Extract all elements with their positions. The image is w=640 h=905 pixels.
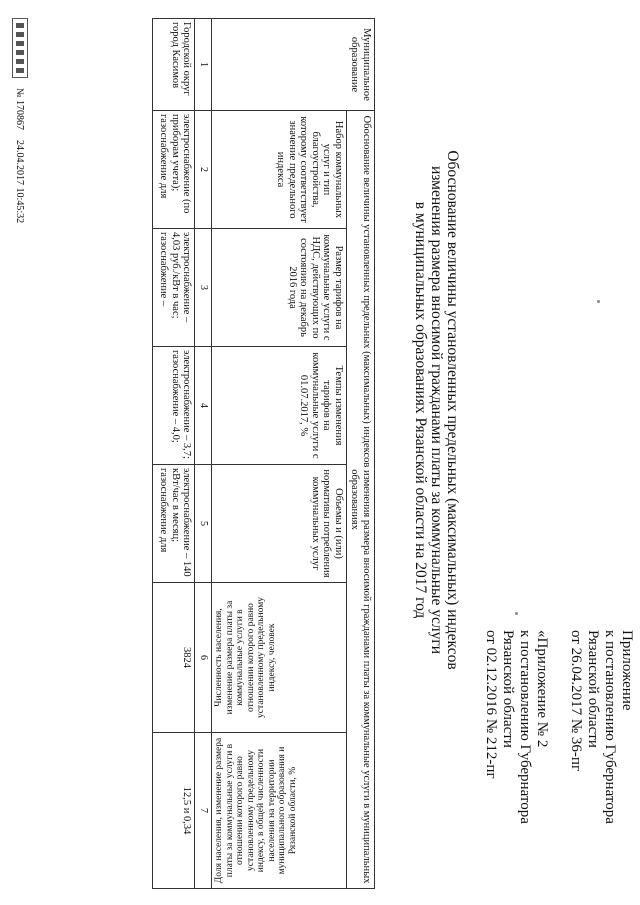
column-number: 5	[195, 465, 212, 583]
municipality-cell: Городской округ город Касимов	[153, 19, 195, 111]
column-number: 2	[195, 111, 212, 229]
services-cell: электроснабжение (по приборам учета); газоснабжение для	[153, 111, 195, 229]
table-header-row	[347, 19, 375, 889]
appendix-line: Приложение	[619, 630, 635, 711]
doc-number: № 170867	[14, 88, 26, 131]
barcode-stamp-icon	[12, 18, 28, 78]
column-number: 7	[195, 733, 212, 889]
title-line: Обоснование величины установленных предельных (максимальных) индексов	[444, 150, 461, 670]
justification-table	[153, 18, 376, 889]
column-number: 1	[195, 19, 212, 111]
tariffs-header: Размер тарифов на коммунальные услуги с НДС, действующих по состоянию на декабрь 2016 года	[212, 229, 347, 347]
table-subheader-row	[212, 19, 347, 889]
title-line: в муниципальных образованиях Рязанской области на 2017 год	[412, 201, 429, 619]
table-row	[153, 19, 195, 889]
doc-timestamp: 24.04.2017 10:45:32	[14, 140, 26, 224]
scan-speck	[597, 300, 600, 303]
rates-header: Темпы изменения тарифов на коммунальные услуги с 01.07.2017, %	[212, 347, 347, 465]
volumes-cell: электроснабжение – 140 кВт/час в месяц; газоснабжение для	[153, 465, 195, 583]
appendix-line: к постановлению Губернатора	[517, 630, 533, 824]
rates-cell: электроснабжение – 3,7; газоснабжение – 4,0;	[153, 347, 195, 465]
tariffs-cell: электроснабжение – 4,03 руб./кВт в час; газоснабжение –	[153, 229, 195, 347]
title-line: изменения размера вносимой гражданами платы за коммунальные услуги	[428, 165, 445, 654]
appendix-line: от 02.12.2016 № 212-пг	[483, 630, 499, 779]
appendix-line: «Приложение № 2	[534, 630, 550, 748]
appendix-line: к постановлению Губернатора	[602, 630, 618, 824]
appendix-line: Рязанской области	[585, 630, 601, 748]
column-number-row	[195, 19, 212, 889]
municipality-header: Муниципальное образование	[212, 19, 375, 111]
document-title	[412, 150, 460, 670]
appendix-line: Рязанской области	[500, 630, 516, 748]
volumes-header: Объемы и (или) нормативы потребления коммунальных услуг	[212, 465, 347, 583]
scan-speck	[515, 612, 518, 615]
column-number: 6	[195, 583, 212, 733]
column-number: 4	[195, 347, 212, 465]
share-header	[212, 733, 347, 889]
document-footer	[12, 18, 28, 223]
population-header-text: Численность населения, изменение размера платы за коммунальные услуги в отношении которого равно установленному предельному индексу, человек	[214, 597, 277, 718]
group-header: Обоснование величины установленных предельных (максимальных) индексов изменения размера вносимой гражданами платы за коммунальные услуги в муниципальных образованиях	[347, 111, 375, 889]
column-number: 3	[195, 229, 212, 347]
share-header-text: Доля населения, изменение размера платы за коммунальные услуги в отношении которого равно установленному предельному индексу, в общей численности населения на территории муниципального образования и Рязанской области, %	[214, 737, 298, 884]
appendix-line: от 26.04.2017 № 36-пг	[568, 630, 584, 772]
share-cell: 12,5 и 0,34	[153, 733, 195, 889]
services-header: Набор коммунальных услуг и тип благоустройства, которому соответствует значение предельного индекса	[212, 111, 347, 229]
population-header	[212, 583, 347, 733]
population-cell: 3824	[153, 583, 195, 733]
